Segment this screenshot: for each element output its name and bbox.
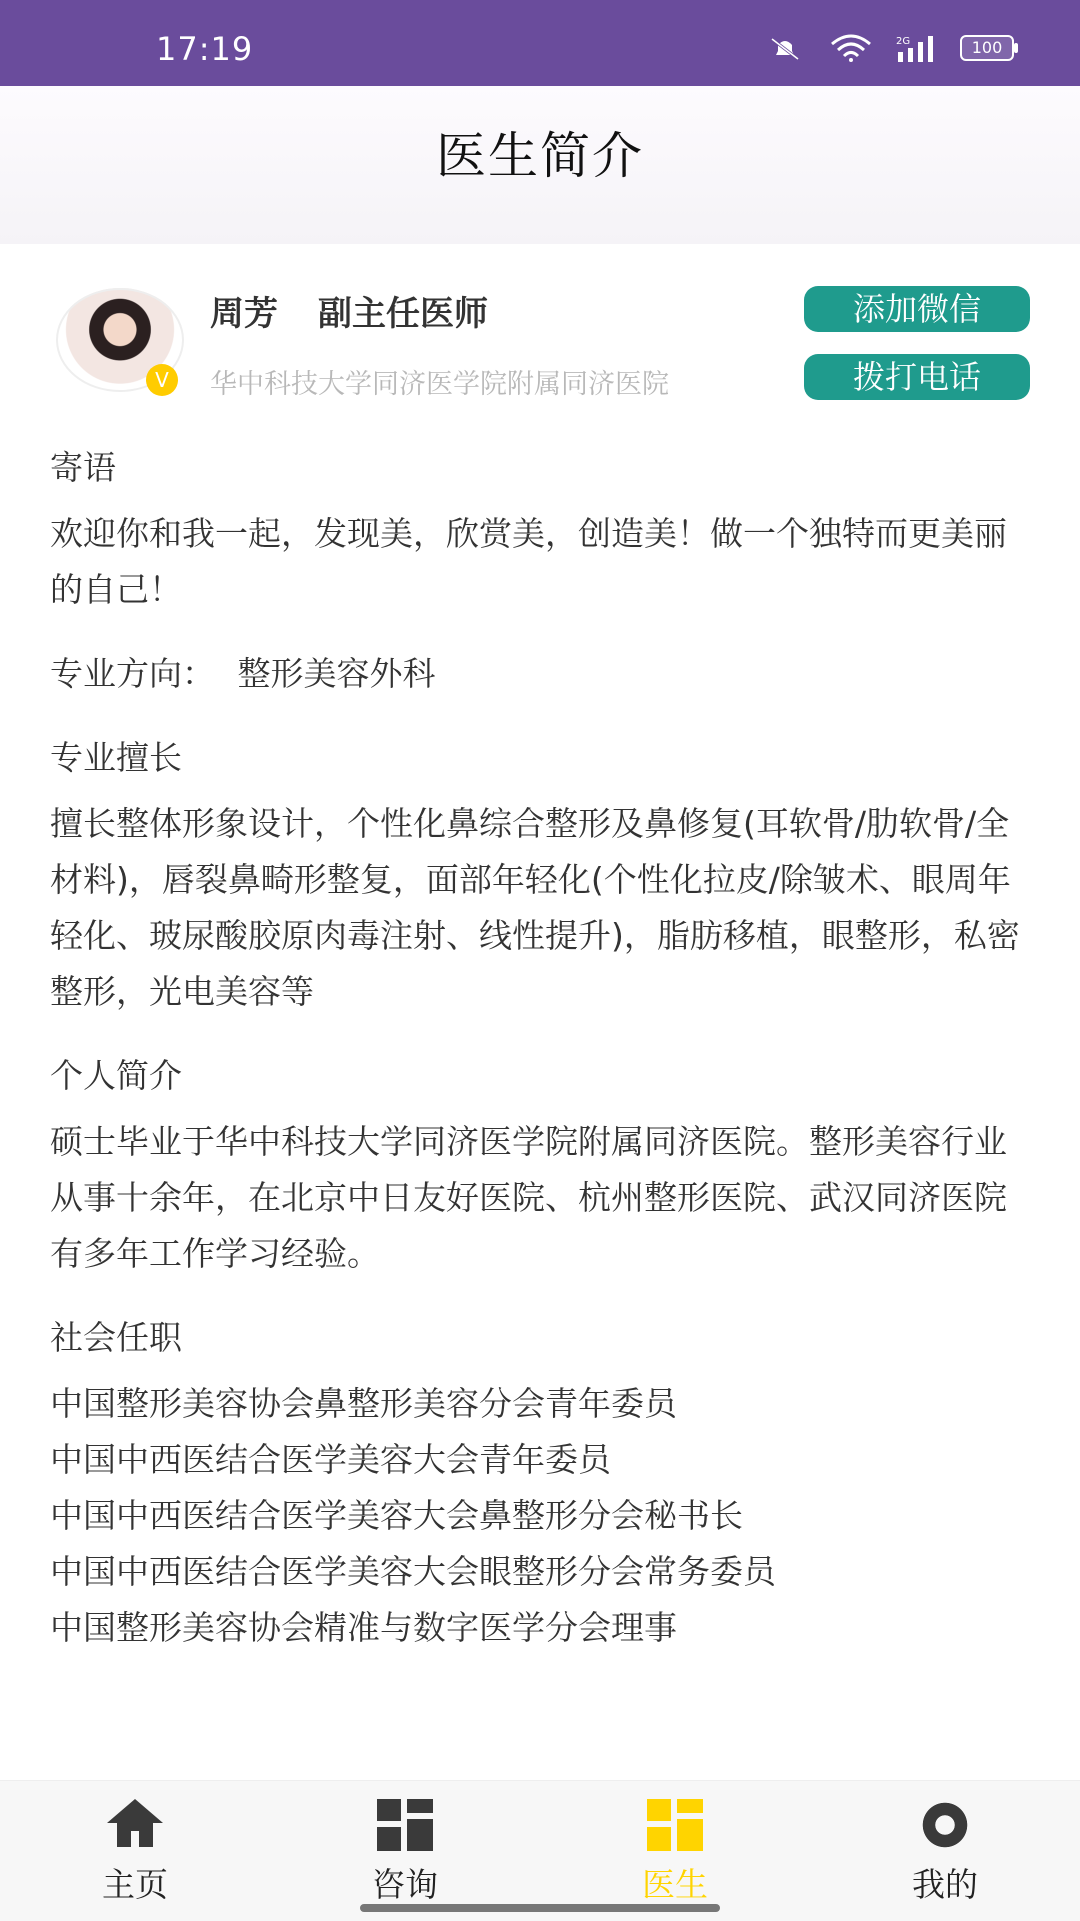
- tab-home-label: 主页: [102, 1865, 168, 1904]
- gear-icon: [919, 1799, 971, 1851]
- doctor-grid-icon: [647, 1799, 703, 1851]
- direction-value: 整形美容外科: [237, 654, 436, 693]
- doctor-hospital: 华中科技大学同济医学院附属同济医院: [210, 369, 669, 400]
- doctor-details: [50, 440, 1030, 1656]
- consult-grid-icon: [377, 1799, 433, 1851]
- tab-home[interactable]: [55, 1799, 215, 1909]
- position-item: 中国中西医结合医学美容大会鼻整形分会秘书长: [50, 1496, 743, 1535]
- call-button[interactable]: 拨打电话: [804, 354, 1030, 400]
- doctor-title: 副主任医师: [318, 294, 488, 334]
- page-header: [0, 86, 1080, 244]
- bio-text: 硕士毕业于华中科技大学同济医学院附属同济医院。整形美容行业从事十余年，在北京中日友好医院、杭州整形医院、武汉同济医院有多年工作学习经验。: [50, 1122, 1007, 1273]
- expertise-text: 擅长整体形象设计，个性化鼻综合整形及鼻修复(耳软骨/肋软骨/全材料)，唇裂鼻畸形整复，面部年轻化(个性化拉皮/除皱术、眼周年轻化、玻尿酸胶原肉毒注射、线性提升)，脂肪移植，眼整形，私密整形，光电美容等: [50, 804, 1020, 1011]
- signal-icon: [894, 34, 938, 62]
- expertise-title: 专业擅长: [50, 738, 182, 777]
- motto-title: 寄语: [50, 448, 116, 487]
- muted-bell-icon: [762, 35, 808, 61]
- doctor-name: 周芳: [210, 294, 278, 334]
- position-item: 中国中西医结合医学美容大会眼整形分会常务委员: [50, 1552, 776, 1591]
- wifi-icon: [830, 34, 872, 62]
- home-indicator: [360, 1904, 720, 1912]
- bio-title: 个人简介: [50, 1056, 182, 1095]
- position-item: 中国中西医结合医学美容大会青年委员: [50, 1440, 611, 1479]
- page-title: 医生简介: [436, 127, 644, 185]
- bottom-tab-bar: [0, 1780, 1080, 1921]
- status-time: 17:19: [156, 30, 254, 68]
- positions-title: 社会任职: [50, 1318, 182, 1357]
- tab-doctor[interactable]: [595, 1799, 755, 1909]
- position-item: 中国整形美容协会精准与数字医学分会理事: [50, 1608, 677, 1647]
- svg-text:2G: 2G: [896, 36, 911, 47]
- verified-badge-icon: V: [146, 364, 178, 396]
- status-bar: [0, 0, 1080, 86]
- direction-label: 专业方向：: [50, 654, 215, 693]
- motto-text: 欢迎你和我一起，发现美，欣赏美，创造美！做一个独特而更美丽的自己！: [50, 514, 1007, 609]
- add-wechat-button[interactable]: 添加微信: [804, 286, 1030, 332]
- battery-icon: 100: [960, 35, 1014, 61]
- status-icons: [762, 34, 1014, 62]
- tab-doctor-label: 医生: [642, 1865, 708, 1904]
- tab-mine[interactable]: [865, 1799, 1025, 1909]
- tab-mine-label: 我的: [912, 1865, 978, 1904]
- tab-consult[interactable]: [325, 1799, 485, 1909]
- doctor-profile: [0, 244, 1080, 414]
- position-item: 中国整形美容协会鼻整形美容分会青年委员: [50, 1384, 677, 1423]
- home-icon: [107, 1799, 163, 1851]
- tab-consult-label: 咨询: [372, 1865, 438, 1904]
- direction-row: [50, 646, 1030, 702]
